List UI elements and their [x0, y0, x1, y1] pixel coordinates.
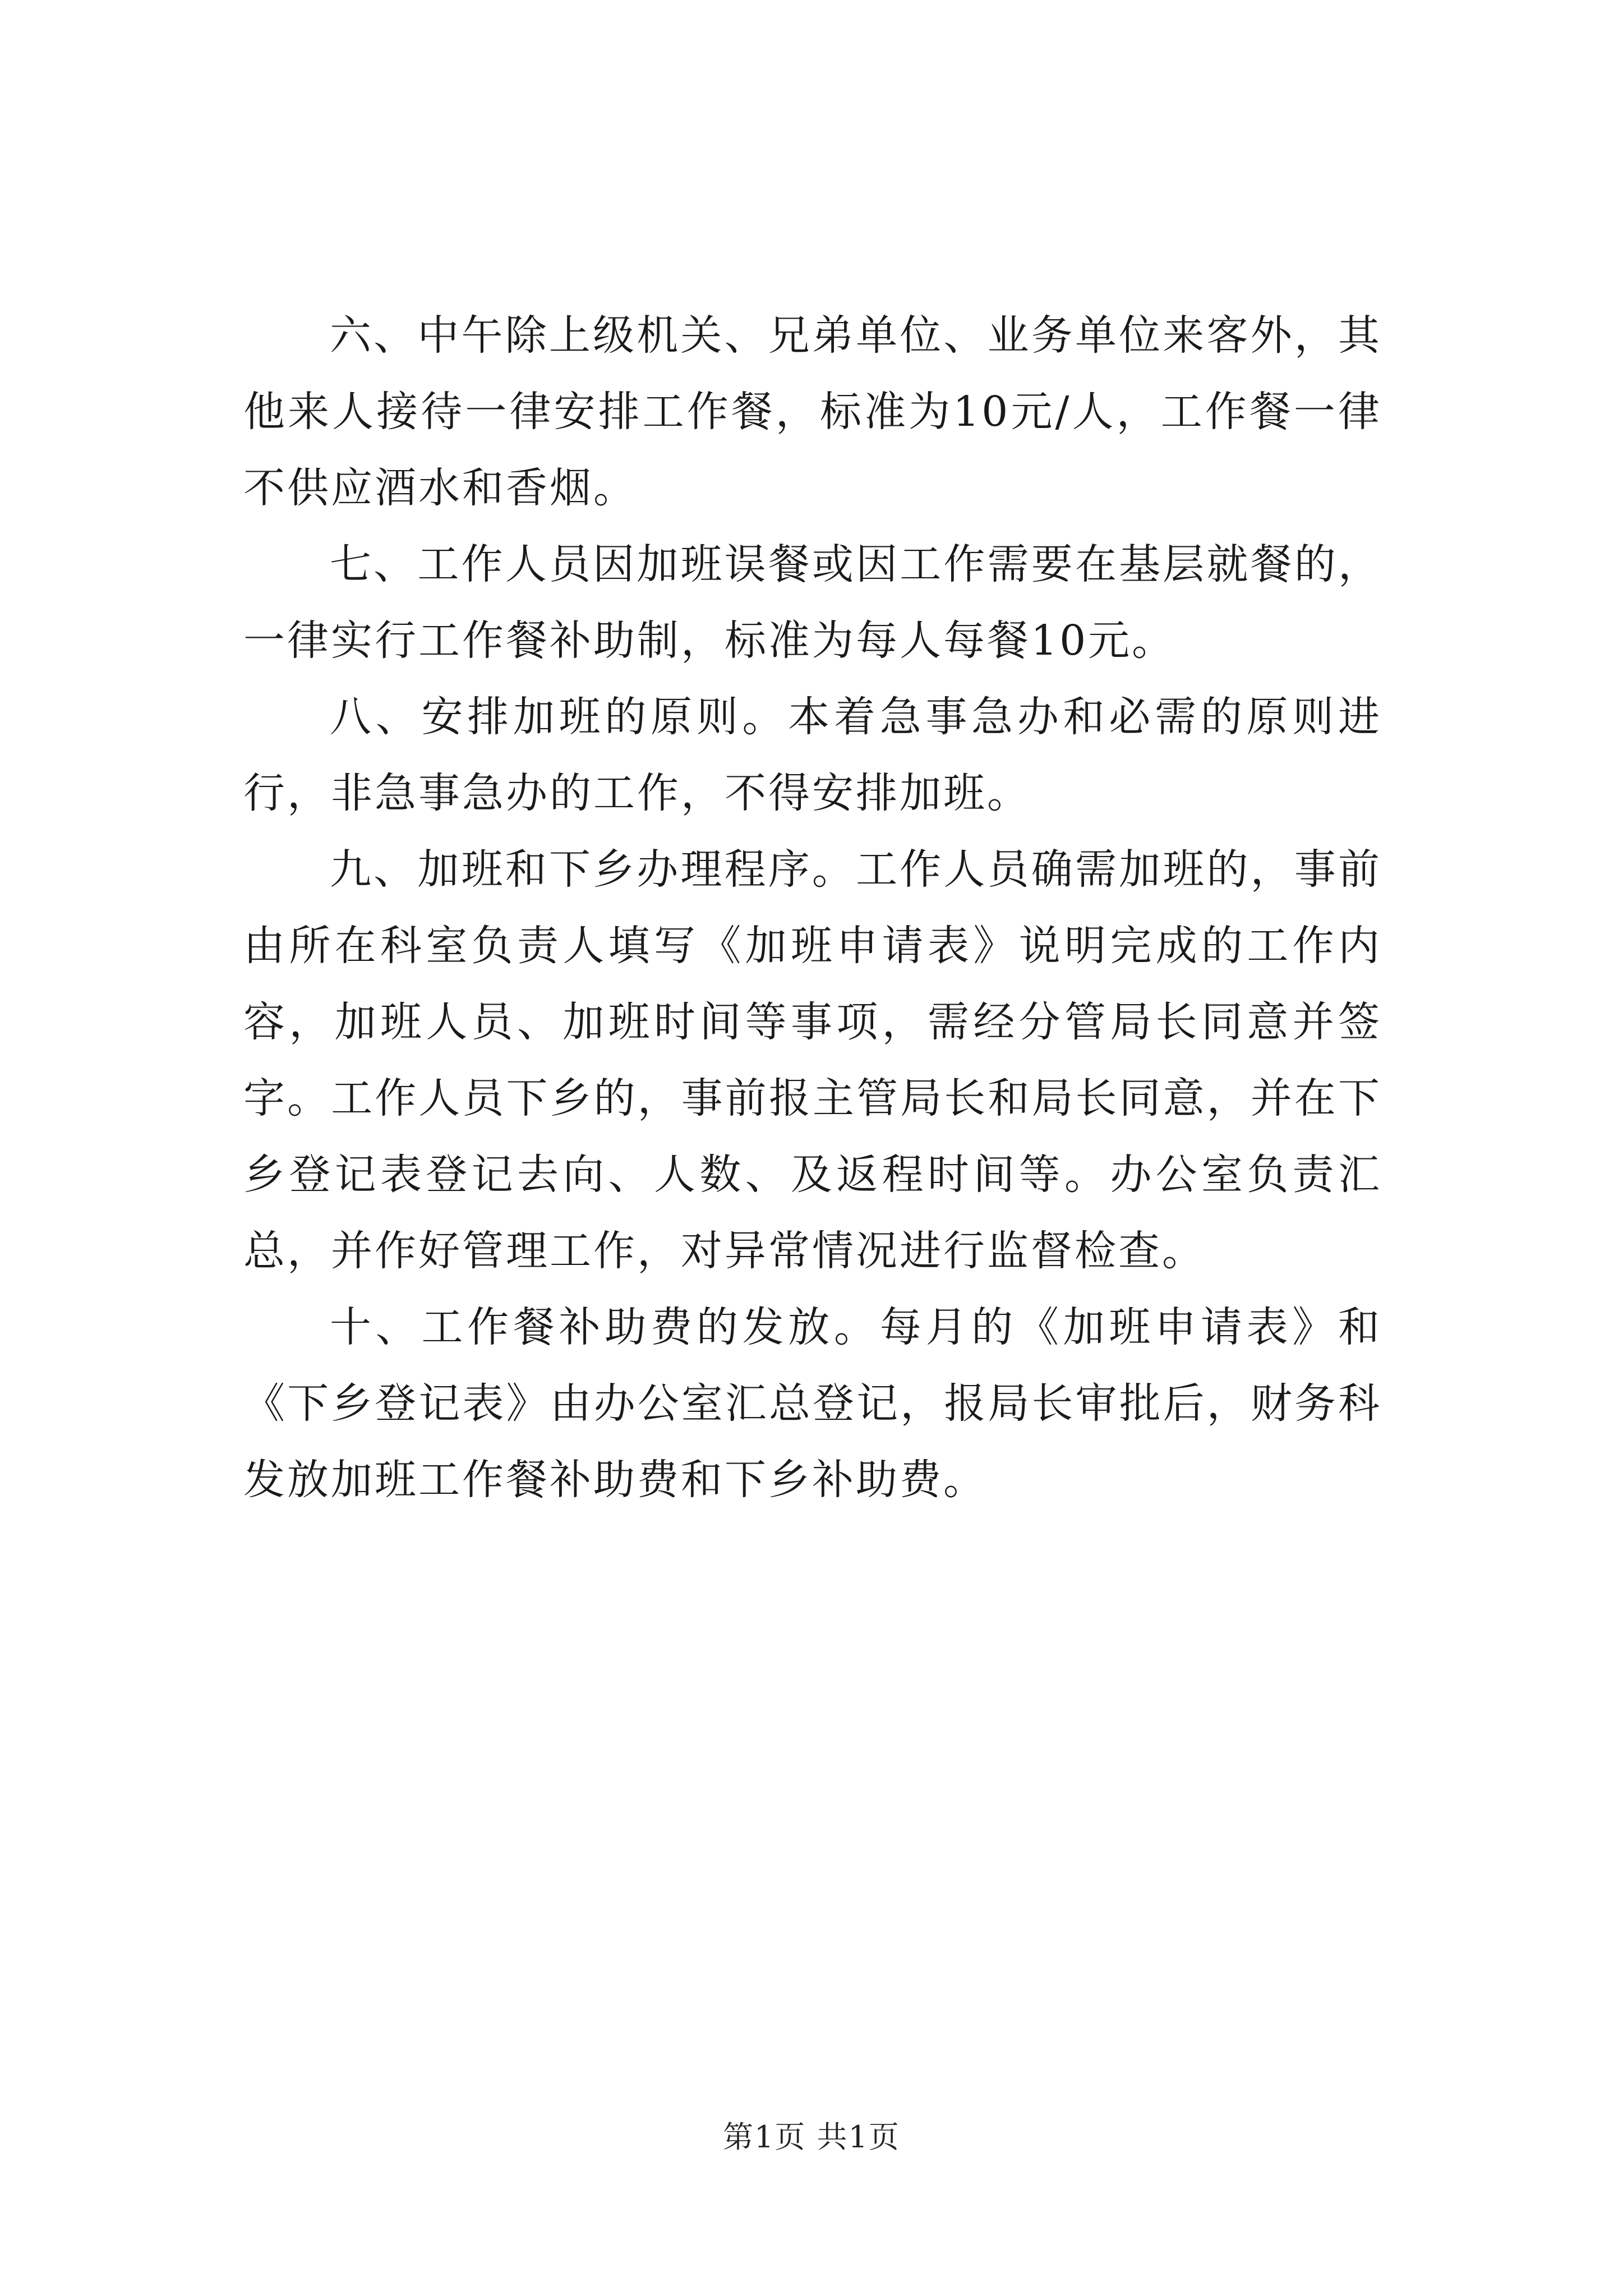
paragraph-ten: 十、工作餐补助费的发放。每月的《加班申请表》和《下乡登记表》由办公室汇总登记，报局长审批后，财务科发放加班工作餐补助费和下乡补助费。 [243, 1303, 1382, 1504]
page-footer: 第1页 共1页 [723, 2119, 900, 2155]
paragraph-nine: 九、加班和下乡办理程序。工作人员确需加班的，事前由所在科室负责人填写《加班申请表》说明完成的工作内容，加班人员、加班时间等事项，需经分管局长同意并签字。工作人员下乡的，事前报主管局长和局长同意，并在下乡登记表登记去向、人数、及返程时间等。办公室负责汇总，并作好管理工作，对异常情况进行监督检查。 [243, 845, 1382, 1275]
paragraph-six: 六、中午除上级机关、兄弟单位、业务单位来客外，其他来人接待一律安排工作餐，标准为10元/人，工作餐一律不供应酒水和香烟。 [243, 311, 1382, 512]
paragraph-seven: 七、工作人员因加班误餐或因工作需要在基层就餐的，一律实行工作餐补助制，标准为每人每餐10元。 [243, 540, 1382, 665]
document-body [243, 297, 1382, 1518]
paragraph-eight: 八、安排加班的原则。本着急事急办和必需的原则进行，非急事急办的工作，不得安排加班。 [243, 693, 1382, 817]
